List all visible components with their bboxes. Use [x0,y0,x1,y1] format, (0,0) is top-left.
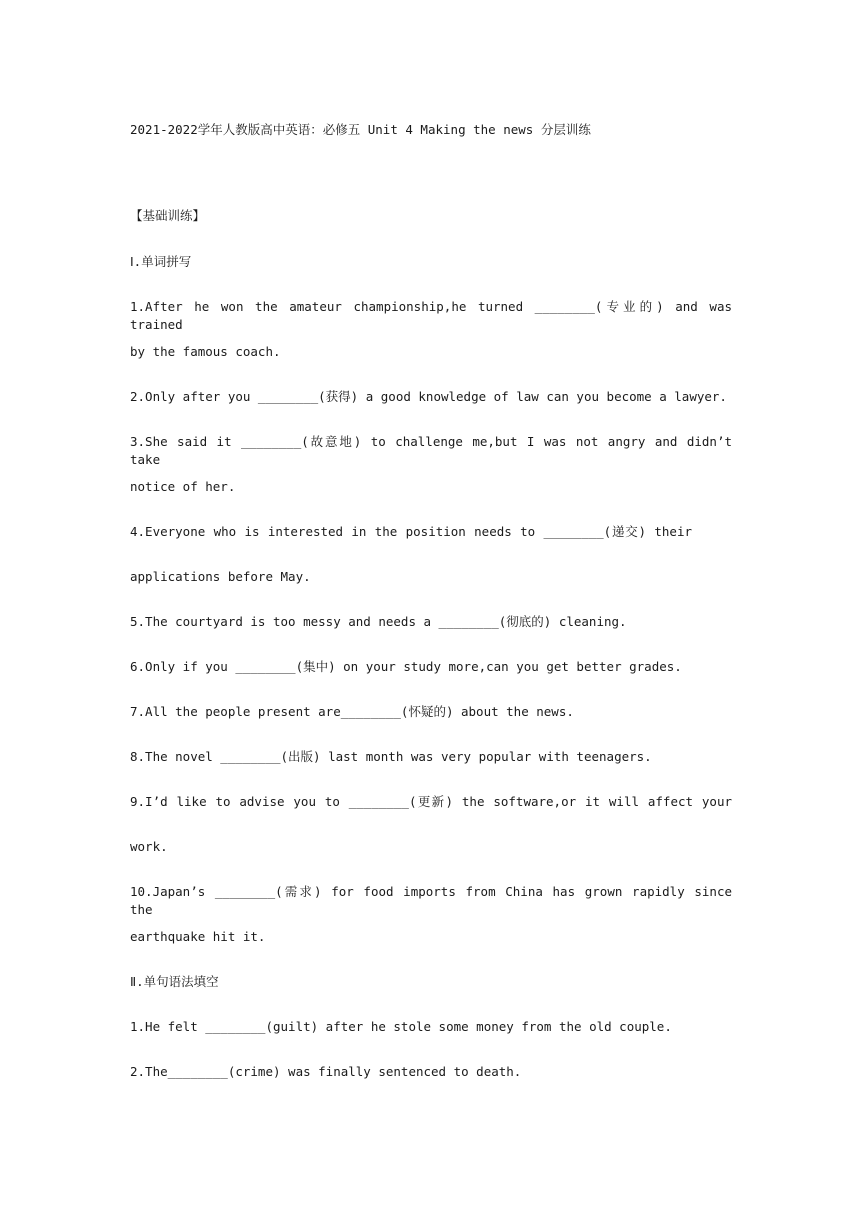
question-line: 2.Only after you ________(获得) a good knowledge of law can you become a lawyer. [130,389,727,404]
question-line: 6.Only if you ________(集中) on your study more,can you get better grades. [130,659,682,674]
part-heading: Ⅱ.单句语法填空 [130,974,219,989]
question-line: 8.The novel ________(出版) last month was very popular with teenagers. [130,749,652,764]
question-line: notice of her. [130,479,236,494]
section-heading: 【基础训练】 [130,208,206,223]
question-line: 3.She said it ________(故意地) to challenge me,but I was not angry and didn’t take [130,434,732,467]
question-line: 1.After he won the amateur championship,he turned ________(专业的) and was trained [130,299,732,332]
question-line: 7.All the people present are________(怀疑的) about the news. [130,704,574,719]
part-heading: Ⅰ.单词拼写 [130,254,192,269]
question-line: 9.I’d like to advise you to ________(更新) the software,or it will affect your [130,794,732,809]
question-line: applications before May. [130,569,311,584]
question-line: 5.The courtyard is too messy and needs a ________(彻底的) cleaning. [130,614,627,629]
document-title: 2021-2022学年人教版高中英语：必修五 Unit 4 Making the news 分层训练 [130,122,591,137]
question-line: earthquake hit it. [130,929,266,944]
question-line: 2.The________(crime) was finally sentenced to death. [130,1064,522,1079]
question-line: work. [130,839,168,854]
question-line: 4.Everyone who is interested in the position needs to ________(递交) their [130,524,692,539]
question-line: by the famous coach. [130,344,281,359]
question-line: 10.Japan’s ________(需求) for food imports from China has grown rapidly since the [130,884,732,917]
question-line: 1.He felt ________(guilt) after he stole some money from the old couple. [130,1019,672,1034]
